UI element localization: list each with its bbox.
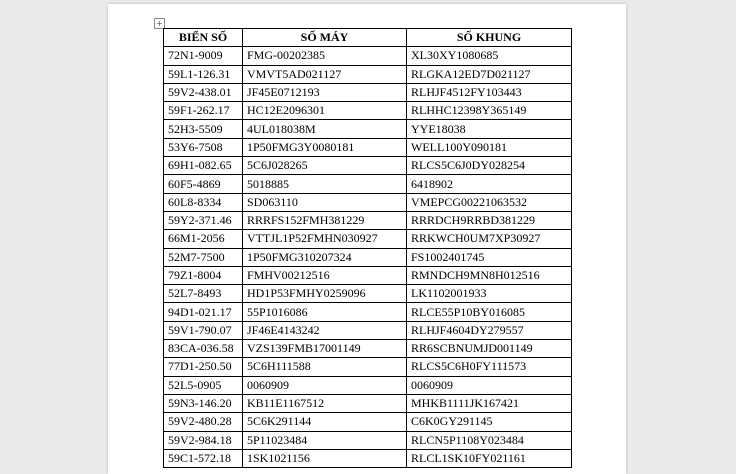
cell-so-may: HC12E2096301 [243,102,407,120]
cell-bien-so: 59F1-262.17 [164,102,243,120]
cell-bien-so: 59C1-572.18 [164,449,243,467]
cell-bien-so: 60F5-4869 [164,175,243,193]
cell-bien-so: 59V1-790.07 [164,321,243,339]
cell-so-khung: WELL100Y090181 [407,138,572,156]
cell-so-khung: RMNDCH9MN8H012516 [407,266,572,284]
cell-so-khung: RLGKA12ED7D021127 [407,65,572,83]
cell-so-may: 4UL018038M [243,120,407,138]
cell-so-khung: 6418902 [407,175,572,193]
table-move-handle-icon[interactable]: + [154,18,165,29]
cell-bien-so: 83CA-036.58 [164,340,243,358]
cell-bien-so: 59V2-480.28 [164,413,243,431]
cell-so-khung: VMEPCG00221063532 [407,193,572,211]
table-row [164,413,572,431]
cell-so-may: FMHV00212516 [243,266,407,284]
cell-bien-so: 66M1-2056 [164,230,243,248]
cell-bien-so: 59V2-438.01 [164,83,243,101]
cell-so-may: 5C6J028265 [243,157,407,175]
table-row [164,431,572,449]
cell-so-khung: RLCE55P10BY016085 [407,303,572,321]
table-row [164,211,572,229]
cell-bien-so: 52L5-0905 [164,376,243,394]
cell-so-may: SD063110 [243,193,407,211]
cell-so-khung: RLCL1SK10FY021161 [407,449,572,467]
table-header-row [164,29,572,47]
cell-so-khung: RRKWCH0UM7XP30927 [407,230,572,248]
header-so-may: SỐ MÁY [243,29,407,47]
cell-so-khung: RLHJF4604DY279557 [407,321,572,339]
cell-so-khung: RLCN5P1108Y023484 [407,431,572,449]
cell-bien-so: 52M7-7500 [164,248,243,266]
table-row [164,358,572,376]
cell-so-khung: C6K0GY291145 [407,413,572,431]
cell-so-may: JF46E4143242 [243,321,407,339]
table-row [164,449,572,467]
cell-bien-so: 94D1-021.17 [164,303,243,321]
cell-so-may: JF45E0712193 [243,83,407,101]
cell-so-khung: YYE18038 [407,120,572,138]
table-row [164,285,572,303]
cell-so-may: 5C6K291144 [243,413,407,431]
cell-so-may: 5018885 [243,175,407,193]
cell-so-may: RRRFS152FMH381229 [243,211,407,229]
table-row [164,266,572,284]
cell-so-khung: RLCS5C6J0DY028254 [407,157,572,175]
cell-so-khung: RLCS5C6H0FY111573 [407,358,572,376]
table-row [164,47,572,65]
document-page [108,4,626,474]
table-row [164,394,572,412]
cell-bien-so: 59V2-984.18 [164,431,243,449]
table-row [164,303,572,321]
cell-bien-so: 79Z1-8004 [164,266,243,284]
cell-so-may: KB11E1167512 [243,394,407,412]
cell-so-khung: MHKB1111JK167421 [407,394,572,412]
cell-so-may: FMG-00202385 [243,47,407,65]
table-row [164,83,572,101]
table-row [164,157,572,175]
cell-bien-so: 72N1-9009 [164,47,243,65]
cell-bien-so: 69H1-082.65 [164,157,243,175]
cell-so-may: 5C6H111588 [243,358,407,376]
cell-so-khung: RLHJF4512FY103443 [407,83,572,101]
vehicle-table [163,28,572,468]
header-bien-so: BIỂN SỐ [164,29,243,47]
table-row [164,248,572,266]
cell-so-khung: FS1002401745 [407,248,572,266]
cell-so-may: VMVT5AD021127 [243,65,407,83]
cell-so-may: VTTJL1P52FMHN030927 [243,230,407,248]
cell-bien-so: 77D1-250.50 [164,358,243,376]
cell-so-may: 1SK1021156 [243,449,407,467]
table-row [164,193,572,211]
cell-so-may: 1P50FMG3Y0080181 [243,138,407,156]
cell-so-may: 0060909 [243,376,407,394]
cell-bien-so: 53Y6-7508 [164,138,243,156]
table-row [164,230,572,248]
cell-bien-so: 59L1-126.31 [164,65,243,83]
cell-so-khung: RR6SCBNUMJD001149 [407,340,572,358]
table-row [164,321,572,339]
table-row [164,376,572,394]
table-row [164,65,572,83]
cell-so-khung: XL30XY1080685 [407,47,572,65]
cell-bien-so: 52H3-5509 [164,120,243,138]
cell-bien-so: 59N3-146.20 [164,394,243,412]
table-row [164,340,572,358]
table-row [164,120,572,138]
cell-so-khung: LK1102001933 [407,285,572,303]
cell-bien-so: 52L7-8493 [164,285,243,303]
cell-so-may: 5P11023484 [243,431,407,449]
cell-so-khung: 0060909 [407,376,572,394]
cell-bien-so: 60L8-8334 [164,193,243,211]
cell-so-may: 55P1016086 [243,303,407,321]
cell-so-khung: RLHHC12398Y365149 [407,102,572,120]
table-body [164,47,572,468]
table-row [164,138,572,156]
table-row [164,175,572,193]
cell-so-may: VZS139FMB17001149 [243,340,407,358]
cell-bien-so: 59Y2-371.46 [164,211,243,229]
table-row [164,102,572,120]
cell-so-may: HD1P53FMHY0259096 [243,285,407,303]
cell-so-may: 1P50FMG310207324 [243,248,407,266]
header-so-khung: SỐ KHUNG [407,29,572,47]
cell-so-khung: RRRDCH9RRBD381229 [407,211,572,229]
